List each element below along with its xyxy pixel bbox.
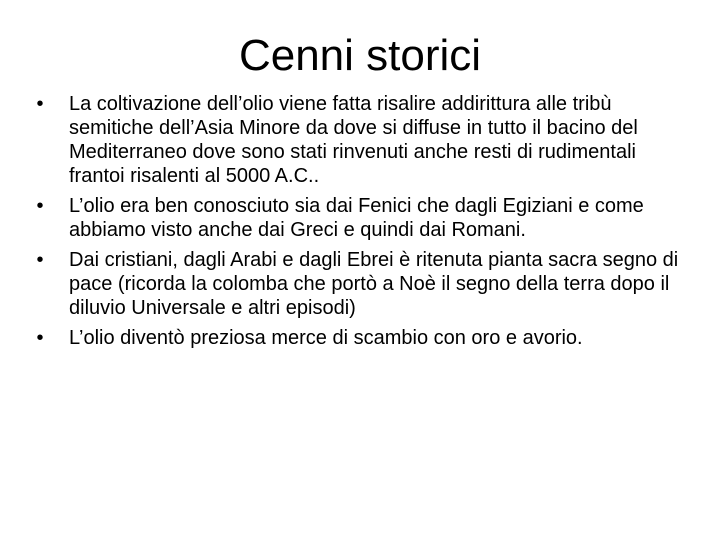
bullet-text: La coltivazione dell’olio viene fatta risalire addirittura alle tribù semitiche dell’Asia Minore da dove si diffuse in tutto il bacino del Mediterraneo dove sono stati rinvenuti anche resti di rudimentali frantoi risalenti al 5000 A.C.. (69, 93, 638, 187)
bullet-text: L’olio diventò preziosa merce di scambio con oro e avorio. (69, 327, 583, 349)
bullet-marker: • (36, 93, 44, 115)
bullet-item (30, 326, 695, 350)
bullet-marker: • (36, 249, 44, 271)
slide-title: Cenni storici (238, 31, 482, 80)
bullet-list (30, 92, 695, 356)
bullet-item (30, 248, 695, 320)
bullet-item (30, 194, 695, 242)
bullet-item (30, 92, 695, 188)
bullet-marker: • (36, 195, 44, 217)
bullet-marker: • (36, 327, 44, 349)
bullet-text: Dai cristiani, dagli Arabi e dagli Ebrei è ritenuta pianta sacra segno di pace (ricorda la colomba che portò a Noè il segno della terra dopo il diluvio Universale e altri episodi) (69, 249, 679, 319)
bullet-text: L’olio era ben conosciuto sia dai Fenici che dagli Egiziani e come abbiamo visto anche dai Greci e quindi dai Romani. (69, 195, 644, 241)
